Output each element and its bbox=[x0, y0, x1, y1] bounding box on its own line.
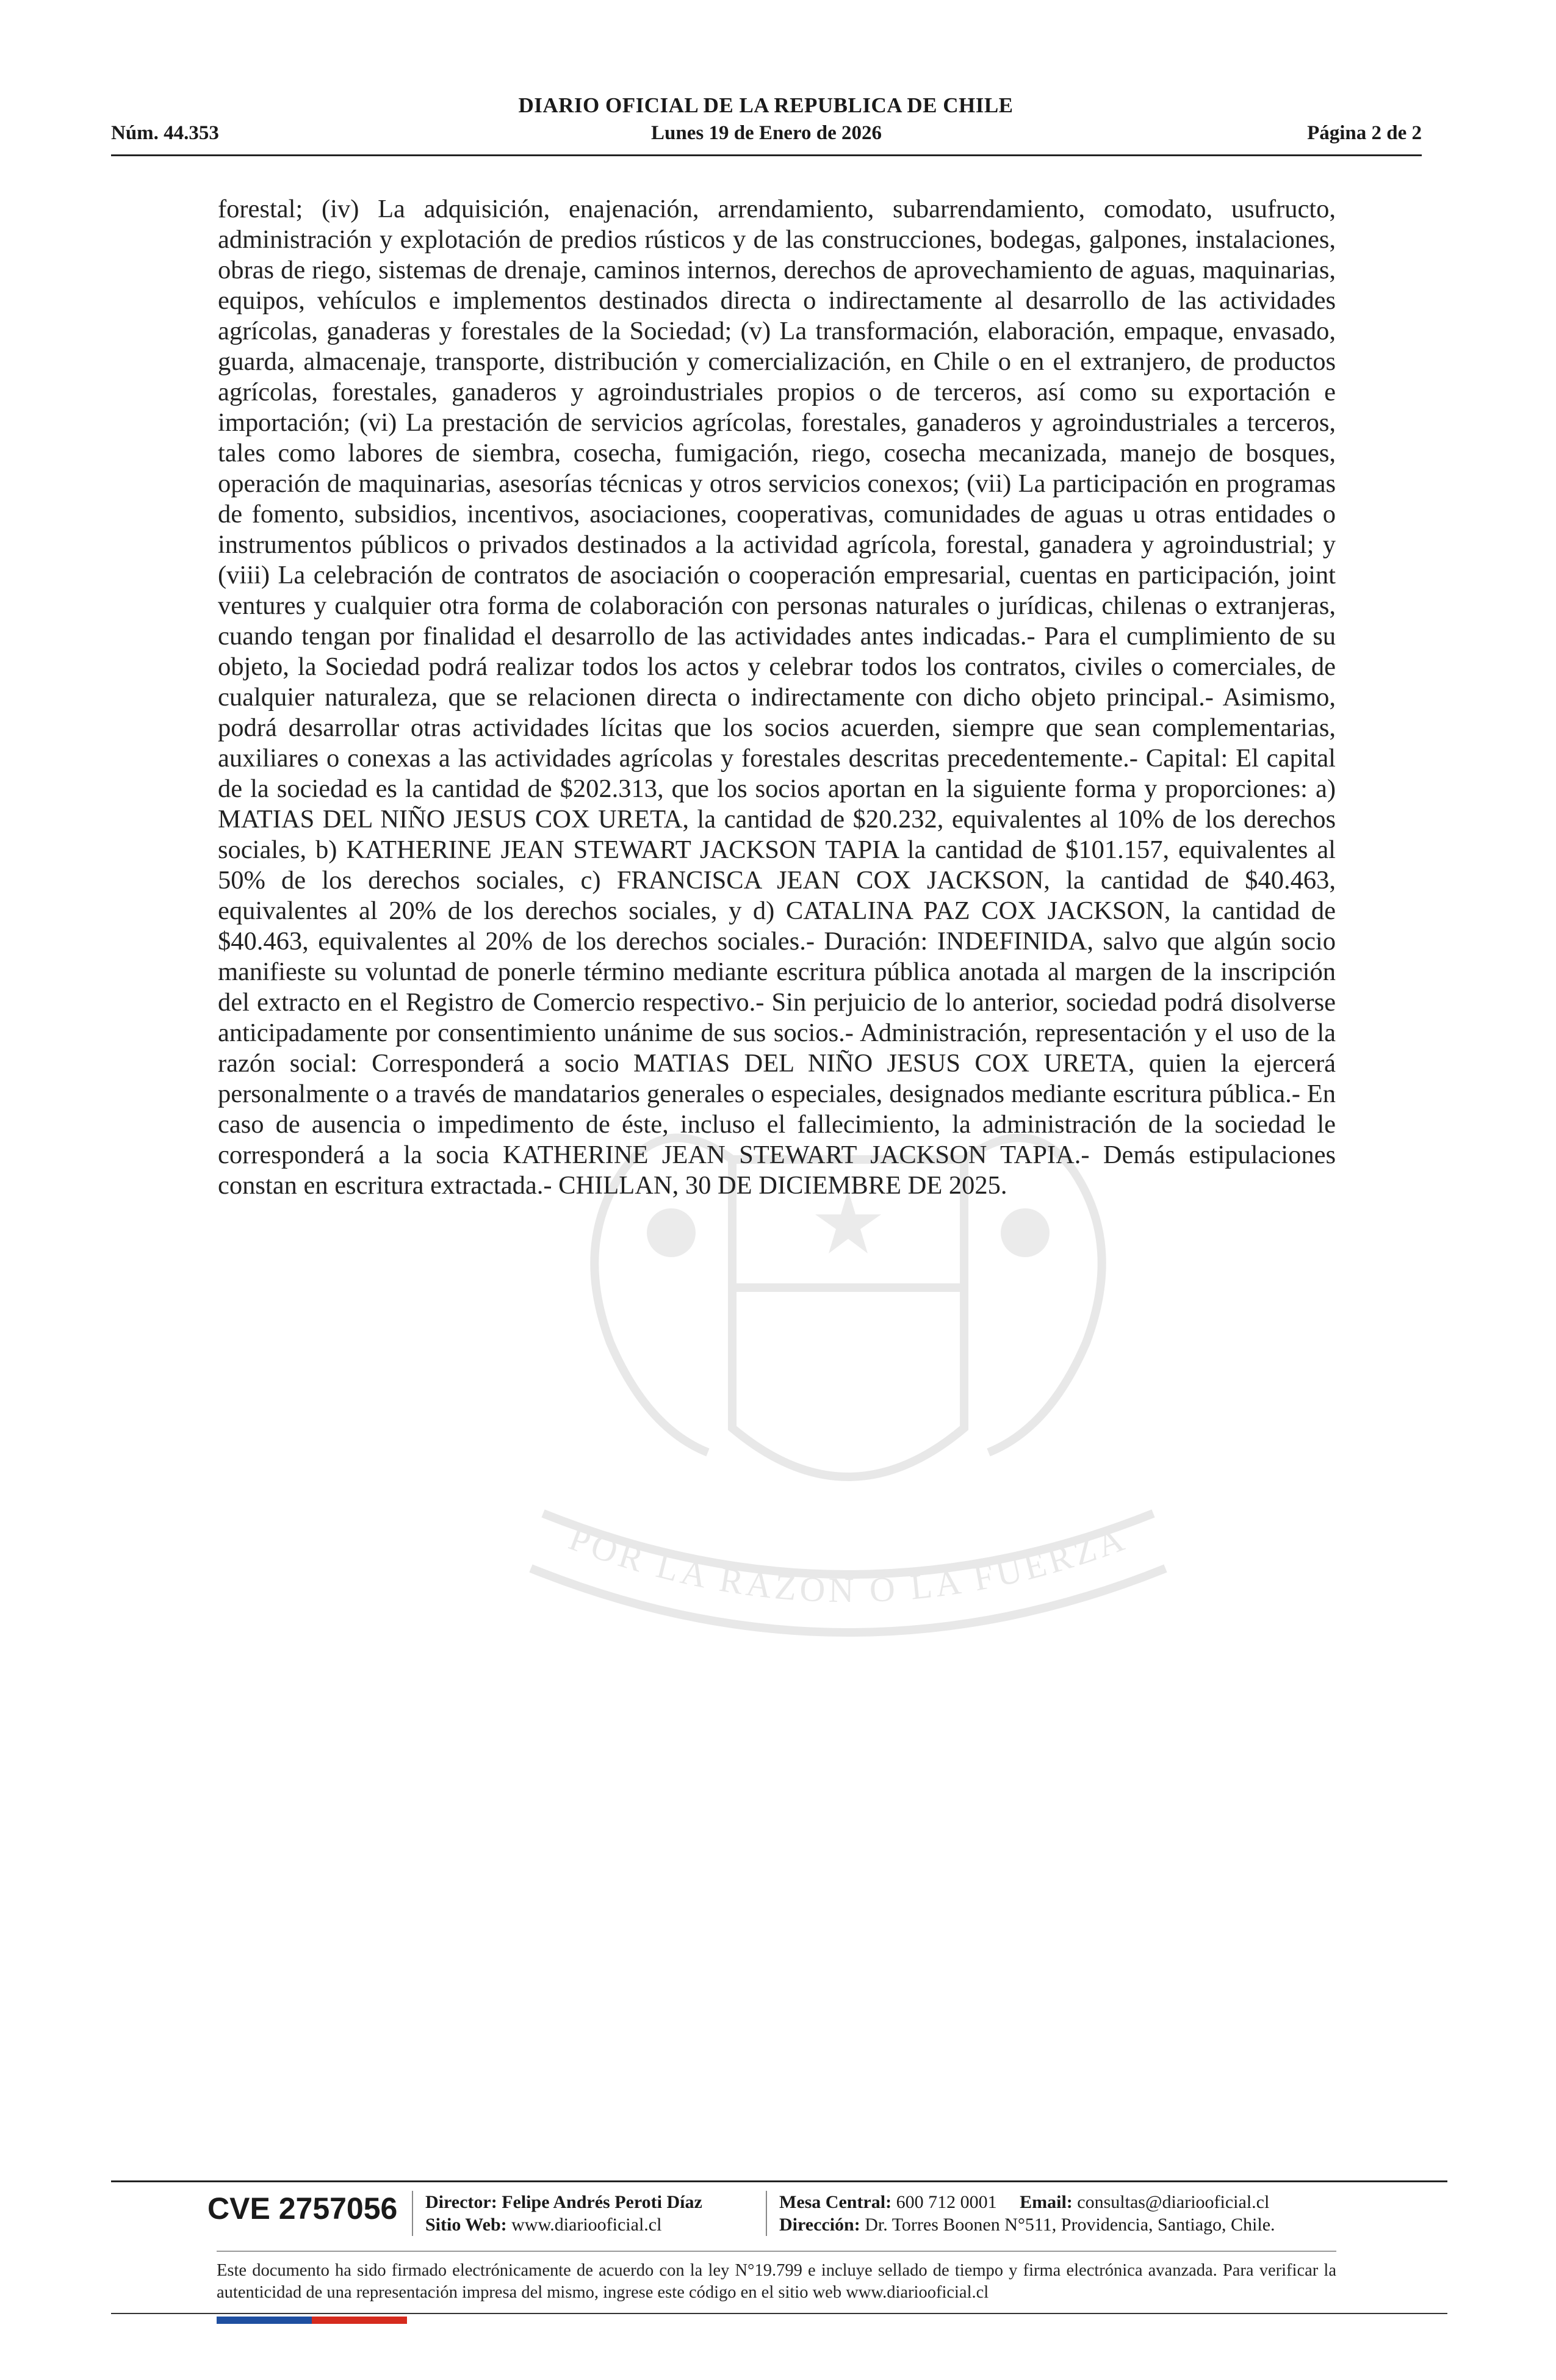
issue-number: Núm. 44.353 bbox=[111, 122, 219, 144]
footer-director-block bbox=[425, 2191, 702, 2236]
website-label: Sitio Web: bbox=[425, 2215, 507, 2235]
address-label: Dirección: bbox=[779, 2215, 860, 2235]
footer-separator bbox=[766, 2191, 767, 2236]
footer-separator bbox=[412, 2191, 413, 2236]
article-body: forestal; (iv) La adquisición, enajenación, arrendamiento, subarrendamiento, comodato, usufructo, administración y explotación de predios rústicos y de las construcciones, bodegas, galpones, instalaciones, obras de riego, sistemas de drenaje, caminos internos, derechos de aprovechamiento de aguas, maquinarias, equipos, vehículos e implementos destinados directa o indirectamente al desarrollo de las actividades agrícolas, ganaderas y forestales de la Sociedad; (v) La transformación, elaboración, empaque, envasado, guarda, almacenaje, transporte, distribución y comercialización, en Chile o en el extranjero, de productos agrícolas, forestales, ganaderos y agroindustriales propios o de terceros, así como su exportación e importación; (vi) La prestación de servicios agrícolas, forestales, ganaderos y agroindustriales a terceros, tales como labores de siembra, cosecha, fumigación, riego, cosecha mecanizada, manejo de bosques, operación de maquinarias, asesorías técnicas y otros servicios conexos; (vii) La participación en programas de fomento, subsidios, incentivos, asociaciones, cooperativas, comunidades de aguas u otras entidades o instrumentos públicos o privados destinados a la actividad agrícola, forestal, ganadera y agroindustrial; y (viii) La celebración de contratos de asociación o cooperación empresarial, cuentas en participación, joint ventures y cualquier otra forma de colaboración con personas naturales o jurídicas, chilenas o extranjeras, cuando tengan por finalidad el desarrollo de las actividades antes indicadas.- Para el cumplimiento de su objeto, la Sociedad podrá realizar todos los actos y celebrar todos los contratos, civiles o comerciales, de cualquier naturaleza, que se relacionen directa o indirectamente con dicho objeto principal.- Asimismo, podrá desarrollar otras actividades lícitas que los socios acuerden, siempre que sean complementarias, auxiliares o conexas a las actividades agrícolas y forestales descritas precedentemente.- Capital: El capital de la sociedad es la cantidad de $202.313, que los socios aportan en la siguiente forma y proporciones: a) MATIAS DEL NIÑO JESUS COX URETA, la cantidad de $20.232, equivalentes al 10% de los derechos sociales, b) KATHERINE JEAN STEWART JACKSON TAPIA la cantidad de $101.157, equivalentes al 50% de los derechos sociales, c) FRANCISCA JEAN COX JACKSON, la cantidad de $40.463, equivalentes al 20% de los derechos sociales, y d) CATALINA PAZ COX JACKSON, la cantidad de $40.463, equivalentes al 20% de los derechos sociales.- Duración: INDEFINIDA, salvo que algún socio manifieste su voluntad de ponerle término mediante escritura pública anotada al margen de la inscripción del extracto en el Registro de Comercio respectivo.- Sin perjuicio de lo anterior, sociedad podrá disolverse anticipadamente por consentimiento unánime de sus socios.- Administración, representación y el uso de la razón social: Corresponderá a socio MATIAS DEL NIÑO JESUS COX URETA, quien la ejercerá personalmente o a través de mandatarios generales o especiales, designados mediante escritura pública.- En caso de ausencia o impedimento de éste, incluso el fallecimiento, la administración de la sociedad le corresponderá a la socia KATHERINE JEAN STEWART JACKSON TAPIA.- Demás estipulaciones constan en escritura extractada.- CHILLAN, 30 DE DICIEMBRE DE 2025. bbox=[218, 195, 1336, 1200]
email-label: Email: bbox=[1020, 2192, 1073, 2212]
director-label: Director: bbox=[425, 2192, 497, 2212]
address-value: Dr. Torres Boonen N°511, Providencia, Santiago, Chile. bbox=[865, 2215, 1275, 2235]
email-link[interactable]: consultas@diariooficial.cl bbox=[1077, 2192, 1270, 2212]
publication-title: DIARIO OFICIAL DE LA REPUBLICA DE CHILE bbox=[518, 93, 1014, 117]
phone-value: 600 712 0001 bbox=[896, 2192, 997, 2212]
cve-code: CVE 2757056 bbox=[207, 2191, 398, 2226]
watermark-motto: POR LA RAZON O LA FUERZA bbox=[564, 1518, 1133, 1610]
flag-blue-band bbox=[217, 2317, 312, 2324]
page-indicator: Página 2 de 2 bbox=[1307, 122, 1422, 144]
director-name: Felipe Andrés Peroti Díaz bbox=[502, 2192, 702, 2212]
header-row bbox=[111, 122, 1422, 149]
footer-divider bbox=[217, 2251, 1336, 2252]
flag-red-band bbox=[312, 2317, 407, 2324]
footer-bottom-rule bbox=[111, 2313, 1447, 2314]
footer-contact-block bbox=[779, 2191, 1275, 2236]
phone-label: Mesa Central: bbox=[779, 2192, 892, 2212]
svg-text:POR LA RAZON O LA FUERZA bbox=[564, 1518, 1132, 1610]
issue-date: Lunes 19 de Enero de 2026 bbox=[650, 122, 882, 144]
header-divider bbox=[111, 154, 1422, 156]
footer-top-rule bbox=[111, 2180, 1447, 2182]
website-link[interactable]: www.diariooficial.cl bbox=[511, 2215, 662, 2235]
legal-notice: Este documento ha sido firmado electrónicamente de acuerdo con la ley N°19.799 e incluye sellado de tiempo y firma electrónica avanzada. Para verificar la autenticidad de una representación impresa del mismo, ingrese este código en el sitio web www.diariooficial.cl bbox=[217, 2261, 1336, 2302]
flag-stripe bbox=[217, 2317, 407, 2324]
